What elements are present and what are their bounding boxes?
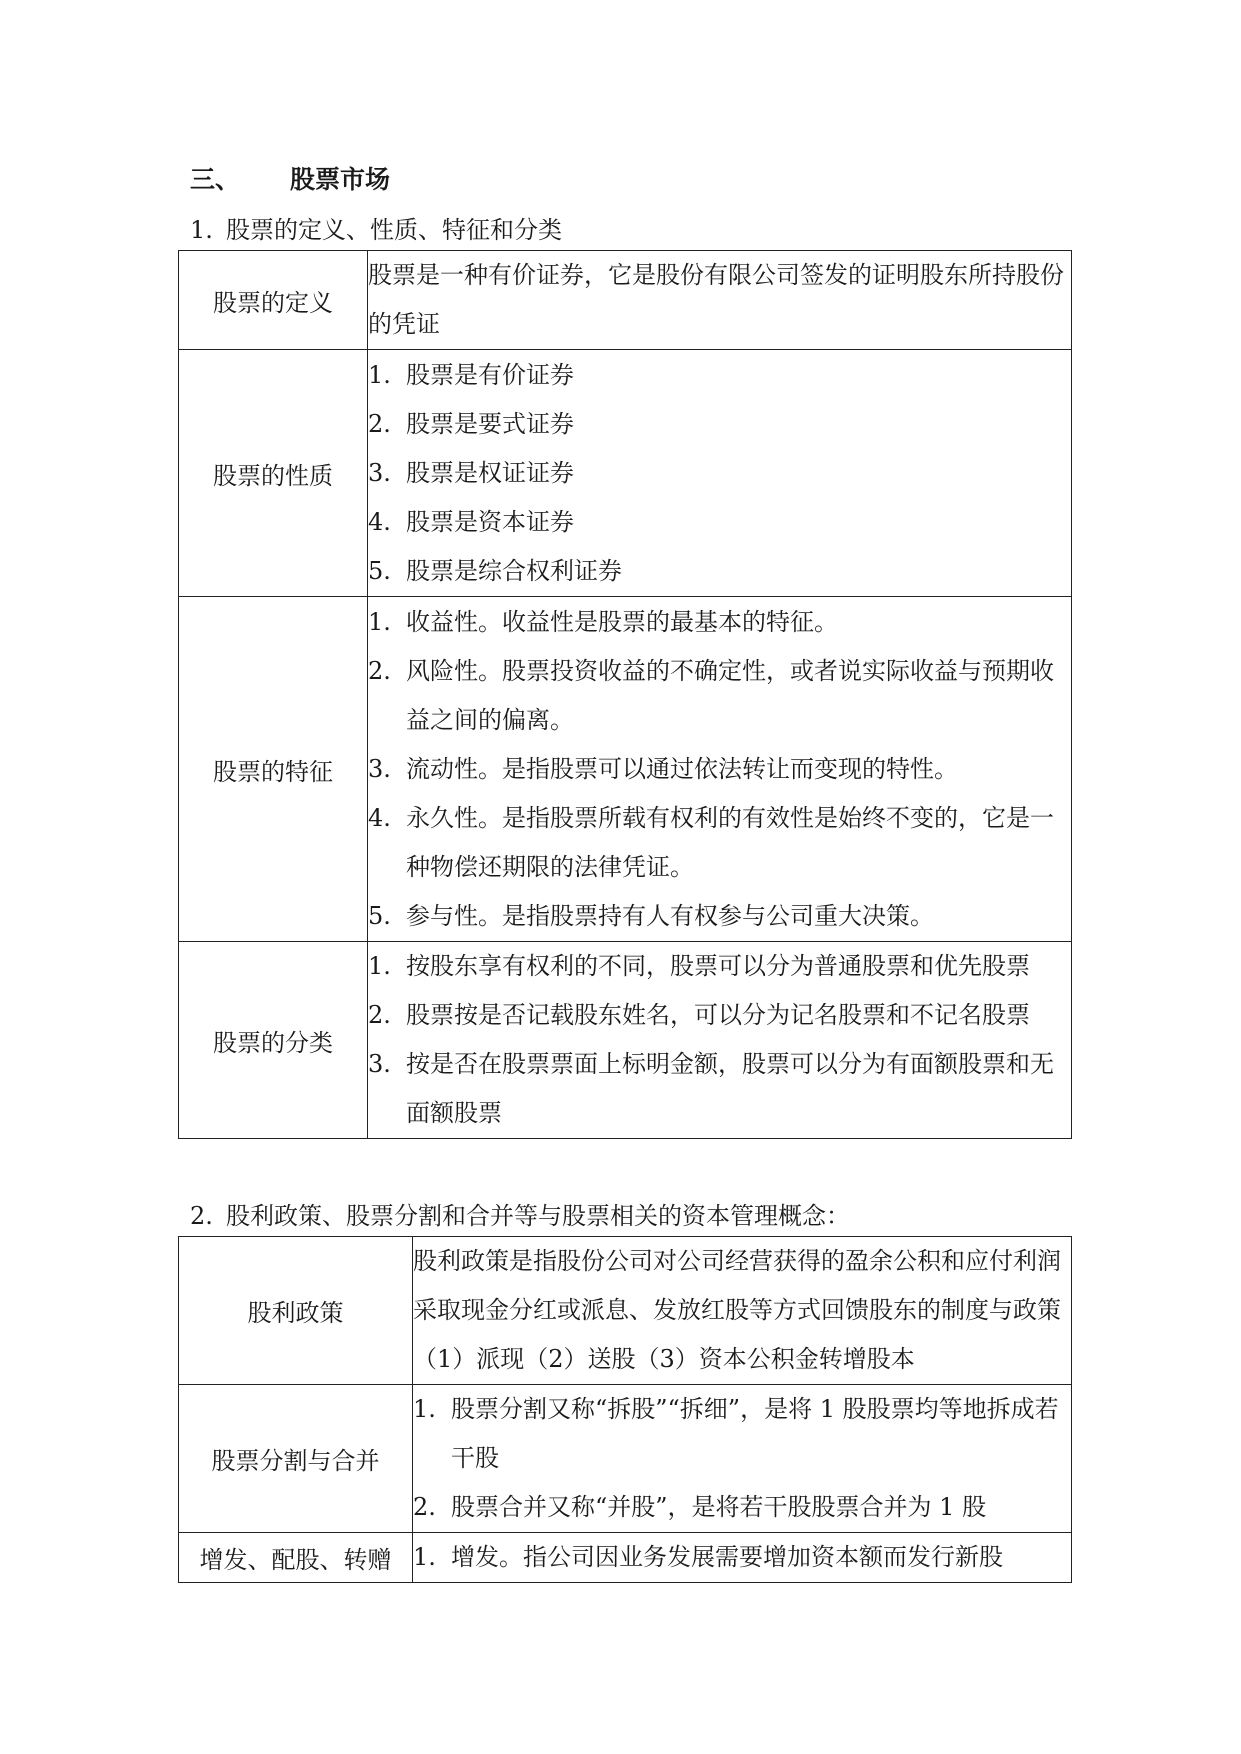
row-content xyxy=(368,597,1072,942)
row-label: 增发、配股、转赠 xyxy=(179,1533,413,1583)
row-label: 股票的性质 xyxy=(179,350,368,597)
subsection-2-title: 股利政策、股票分割和合并等与股票相关的资本管理概念： xyxy=(226,1202,850,1230)
split-merge-list xyxy=(413,1385,1071,1532)
item-text: 按是否在股票票面上标明金额，股票可以分为有面额股票和无面额股票 xyxy=(406,1050,1054,1127)
list-item xyxy=(368,598,1071,647)
item-number: 2. xyxy=(368,409,391,438)
list-item xyxy=(368,892,1071,941)
dividend-policy-text: 股利政策是指股份公司对公司经营获得的盈余公积和应付利润采取现金分红或派息、发放红股等方式回馈股东的制度与政策（1）派现（2）送股（3）资本公积金转增股本 xyxy=(413,1247,1061,1373)
subsection-2-index: 2. xyxy=(190,1202,213,1230)
issuance-list xyxy=(413,1533,1071,1582)
nature-list xyxy=(368,351,1071,596)
item-text: 收益性。收益性是股票的最基本的特征。 xyxy=(406,607,838,636)
table-row xyxy=(179,1237,1072,1385)
section-heading xyxy=(190,160,390,196)
item-number: 1. xyxy=(413,1395,436,1423)
item-number: 2. xyxy=(368,656,391,685)
item-text: 按股东享有权利的不同，股票可以分为普通股票和优先股票 xyxy=(406,952,1030,980)
item-text: 股票是权证证券 xyxy=(406,458,574,487)
list-item xyxy=(368,547,1071,596)
row-content xyxy=(368,251,1072,350)
list-item xyxy=(368,351,1071,400)
item-number: 3. xyxy=(368,754,391,783)
item-number: 1. xyxy=(368,952,391,980)
item-text: 流动性。是指股票可以通过依法转让而变现的特性。 xyxy=(406,754,958,783)
stock-definition-table xyxy=(178,250,1072,1139)
item-text: 股票是综合权利证券 xyxy=(406,556,622,585)
list-item xyxy=(368,794,1071,892)
row-label: 股票的定义 xyxy=(179,251,368,350)
list-item xyxy=(413,1483,1071,1532)
list-item xyxy=(368,942,1071,991)
item-text: 股票合并又称“并股”，是将若干股股票合并为 1 股 xyxy=(451,1493,987,1521)
item-number: 1. xyxy=(368,607,391,636)
item-text: 股票按是否记载股东姓名，可以分为记名股票和不记名股票 xyxy=(406,1001,1030,1029)
item-text: 股票分割又称“拆股”“拆细”，是将 1 股股票均等地拆成若干股 xyxy=(451,1395,1059,1472)
item-number: 5. xyxy=(368,556,391,585)
row-label: 股票的分类 xyxy=(179,942,368,1139)
item-number: 1. xyxy=(413,1543,436,1571)
item-text: 股票是有价证券 xyxy=(406,360,574,389)
row-label: 股利政策 xyxy=(179,1237,413,1385)
item-number: 2. xyxy=(413,1493,436,1521)
list-item xyxy=(368,647,1071,745)
item-text: 股票是要式证券 xyxy=(406,409,574,438)
classification-list xyxy=(368,942,1071,1138)
subsection-1-index: 1. xyxy=(190,216,213,244)
item-number: 5. xyxy=(368,901,391,930)
item-number: 4. xyxy=(368,507,391,536)
table-row xyxy=(179,350,1072,597)
table-row xyxy=(179,942,1072,1139)
item-number: 4. xyxy=(368,803,391,832)
item-text: 股票是资本证券 xyxy=(406,507,574,536)
item-text: 增发。指公司因业务发展需要增加资本额而发行新股 xyxy=(451,1543,1003,1571)
list-item xyxy=(368,449,1071,498)
table-row xyxy=(179,1533,1072,1583)
list-item xyxy=(368,400,1071,449)
table-row xyxy=(179,1385,1072,1533)
section-number: 三、 xyxy=(190,165,241,194)
definition-text: 股票是一种有价证券，它是股份有限公司签发的证明股东所持股份的凭证 xyxy=(368,261,1064,338)
row-content xyxy=(413,1237,1072,1385)
table-row xyxy=(179,251,1072,350)
row-content xyxy=(413,1533,1072,1583)
section-title: 股票市场 xyxy=(290,165,391,194)
item-text: 永久性。是指股票所载有权利的有效性是始终不变的，它是一种物偿还期限的法律凭证。 xyxy=(406,803,1054,881)
list-item xyxy=(413,1385,1071,1483)
list-item xyxy=(413,1533,1071,1582)
list-item xyxy=(368,991,1071,1040)
item-number: 3. xyxy=(368,1050,391,1078)
subsection-2-heading xyxy=(190,1196,850,1231)
row-content xyxy=(368,942,1072,1139)
item-text: 风险性。股票投资收益的不确定性，或者说实际收益与预期收益之间的偏离。 xyxy=(406,656,1054,734)
item-text: 参与性。是指股票持有人有权参与公司重大决策。 xyxy=(406,901,934,930)
list-item xyxy=(368,1040,1071,1138)
features-list xyxy=(368,598,1071,941)
subsection-1-heading xyxy=(190,210,562,245)
row-label: 股票分割与合并 xyxy=(179,1385,413,1533)
table-row xyxy=(179,597,1072,942)
item-number: 2. xyxy=(368,1001,391,1029)
subsection-1-title: 股票的定义、性质、特征和分类 xyxy=(226,216,562,244)
item-number: 1. xyxy=(368,360,391,389)
list-item xyxy=(368,498,1071,547)
row-label: 股票的特征 xyxy=(179,597,368,942)
list-item xyxy=(368,745,1071,794)
row-content xyxy=(413,1385,1072,1533)
item-number: 3. xyxy=(368,458,391,487)
capital-management-table xyxy=(178,1236,1072,1583)
row-content xyxy=(368,350,1072,597)
